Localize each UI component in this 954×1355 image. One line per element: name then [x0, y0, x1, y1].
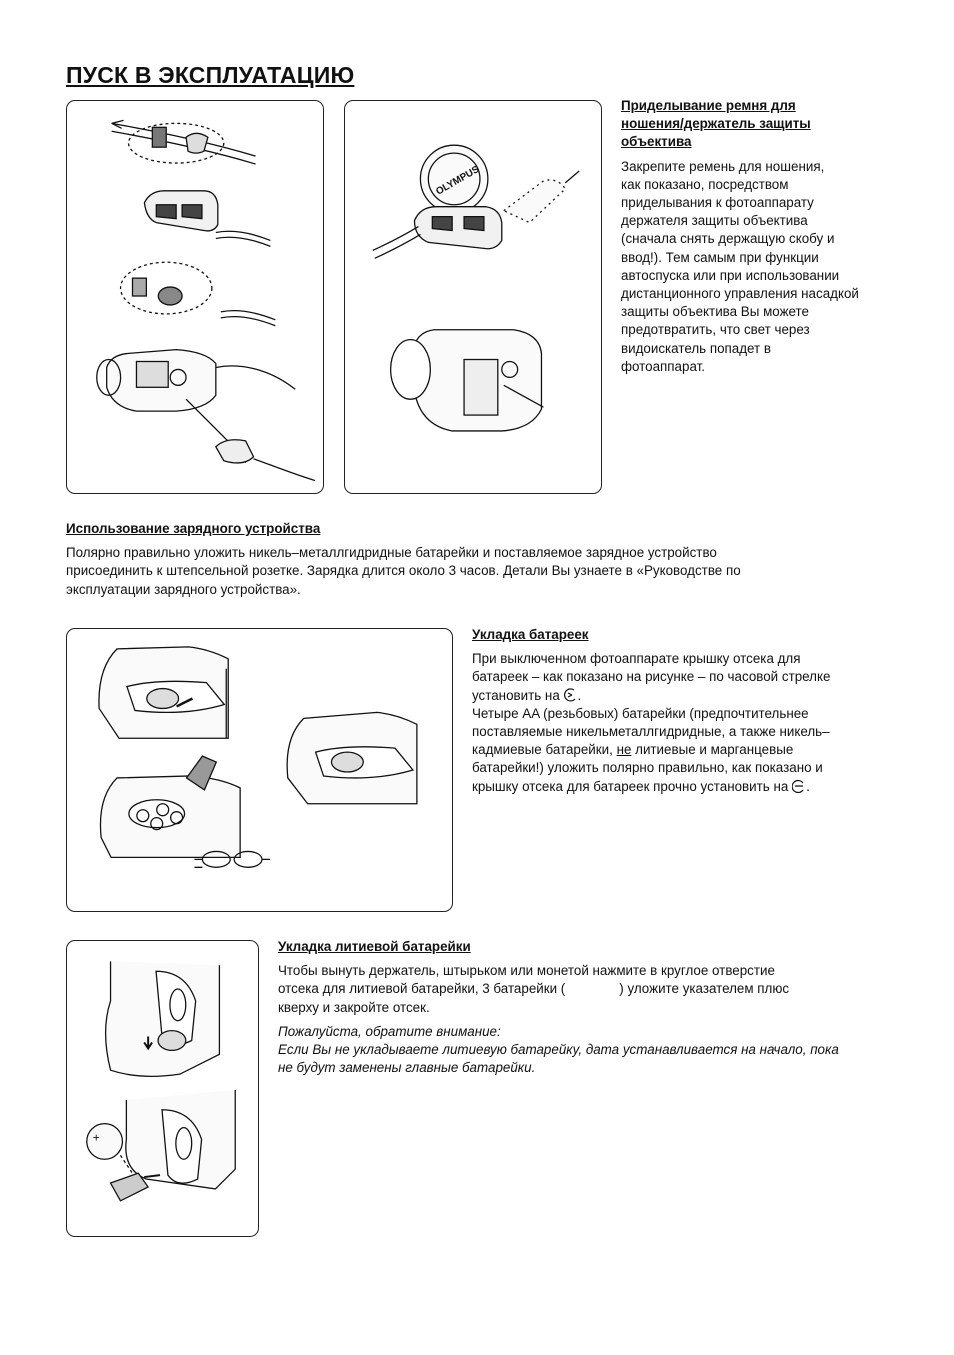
- batteries-line: Четыре AA (резьбовых) батарейки (предпочтительнее: [472, 705, 809, 721]
- batteries-section: [472, 626, 912, 796]
- lock-closed-icon: [564, 688, 578, 702]
- batteries-body: [472, 650, 912, 796]
- strap-body: [621, 158, 911, 376]
- strap-line: приделывания к фотоаппарату: [621, 195, 814, 211]
- strap-section: [621, 97, 911, 376]
- strap-line: (сначала снять держащую скобу и: [621, 231, 835, 247]
- strap-line: фотоаппарат.: [621, 358, 705, 374]
- charger-section-title: Использование зарядного устройства: [66, 521, 321, 536]
- batteries-line: установить на: [472, 687, 564, 703]
- strap-title-line-3: объектива: [621, 134, 692, 150]
- svg-text:+: +: [92, 1130, 100, 1145]
- lithium-note-line: Если Вы не укладываете литиевую батарейку, дата устанавливается на начало, пока: [278, 1042, 839, 1058]
- charger-body: [66, 544, 926, 599]
- strap-title-line-2: ношения/держатель защиты: [621, 116, 811, 132]
- batteries-line: батареек – как показано на рисунке – по часовой стрелке: [472, 669, 831, 685]
- batteries-line: крышку отсека для батареек прочно установить на: [472, 778, 793, 794]
- lithium-note-line: не будут заменены главные батарейки.: [278, 1060, 536, 1076]
- strap-line: держателя защиты объектива: [621, 213, 808, 229]
- charger-line: эксплуатации зарядного устройства».: [66, 581, 301, 597]
- strap-line: видоискатель попадет в: [621, 340, 772, 356]
- lithium-section: [278, 938, 918, 1077]
- batteries-line: При выключенном фотоаппарате крышку отсека для: [472, 651, 801, 667]
- battery-illustration-panel: [66, 628, 453, 912]
- strap-line: дистанционного управления насадкой: [621, 286, 859, 302]
- charger-section: [66, 520, 926, 599]
- batteries-line: поставляемые никельметаллгидридные, а также никель–: [472, 724, 830, 740]
- strap-attach-drawing: [67, 101, 323, 493]
- lithium-line: ) уложите указателем плюс: [619, 981, 790, 997]
- lithium-line: кверху и закройте отсек.: [278, 999, 430, 1015]
- lens-cap-illustration-panel: [344, 100, 602, 494]
- strap-line: ввод!). Тем самым при функции: [621, 249, 819, 265]
- strap-section-title: [621, 97, 911, 152]
- strap-line: автоспуска или при использовании: [621, 267, 840, 283]
- lithium-line: отсека для литиевой батарейки, 3 батарейки (: [278, 981, 566, 997]
- strap-illustration-panel: [66, 100, 324, 494]
- strap-line: как показано, посредством: [621, 176, 789, 192]
- batteries-underlined-word: не: [616, 742, 632, 758]
- battery-insert-drawing: [67, 629, 452, 911]
- batteries-line: литиевые и марганцевые: [631, 742, 794, 758]
- charger-line: присоединить к штепсельной розетке. Зарядка длится около 3 часов. Детали Вы узнаете в «Руководстве по: [66, 563, 741, 579]
- lithium-note-heading: Пожалуйста, обратите внимание:: [278, 1023, 501, 1039]
- cap-brand-text: OLYMPUS: [434, 164, 482, 198]
- batteries-line: батарейки!) уложить полярно правильно, как показано и: [472, 760, 823, 776]
- lithium-battery-drawing: [67, 941, 258, 1236]
- batteries-line-end: .: [577, 687, 582, 703]
- lock-open-icon: [792, 779, 806, 793]
- batteries-section-title: Укладка батареек: [472, 627, 589, 642]
- lithium-line: Чтобы вынуть держатель, штырьком или монетой нажмите в круглое отверстие: [278, 963, 775, 979]
- batteries-line: кадмиевые батарейки,: [472, 742, 617, 758]
- lithium-note: [278, 1023, 918, 1078]
- lithium-section-title: Укладка литиевой батарейки: [278, 939, 471, 954]
- strap-line: Закрепите ремень для ношения,: [621, 158, 825, 174]
- page-title: ПУСК В ЭКСПЛУАТАЦИЮ: [66, 62, 355, 88]
- strap-line: защиты объектива Вы можете: [621, 304, 809, 320]
- lens-cap-drawing: [345, 101, 601, 493]
- lithium-illustration-panel: [66, 940, 259, 1237]
- charger-line: Полярно правильно уложить никель–металлгидридные батарейки и поставляемое зарядное устройство: [66, 545, 717, 561]
- strap-title-line-1: Приделывание ремня для: [621, 98, 796, 113]
- strap-line: предотвратить, что свет через: [621, 322, 810, 338]
- batteries-line-end: .: [806, 778, 810, 794]
- lithium-body: [278, 962, 918, 1017]
